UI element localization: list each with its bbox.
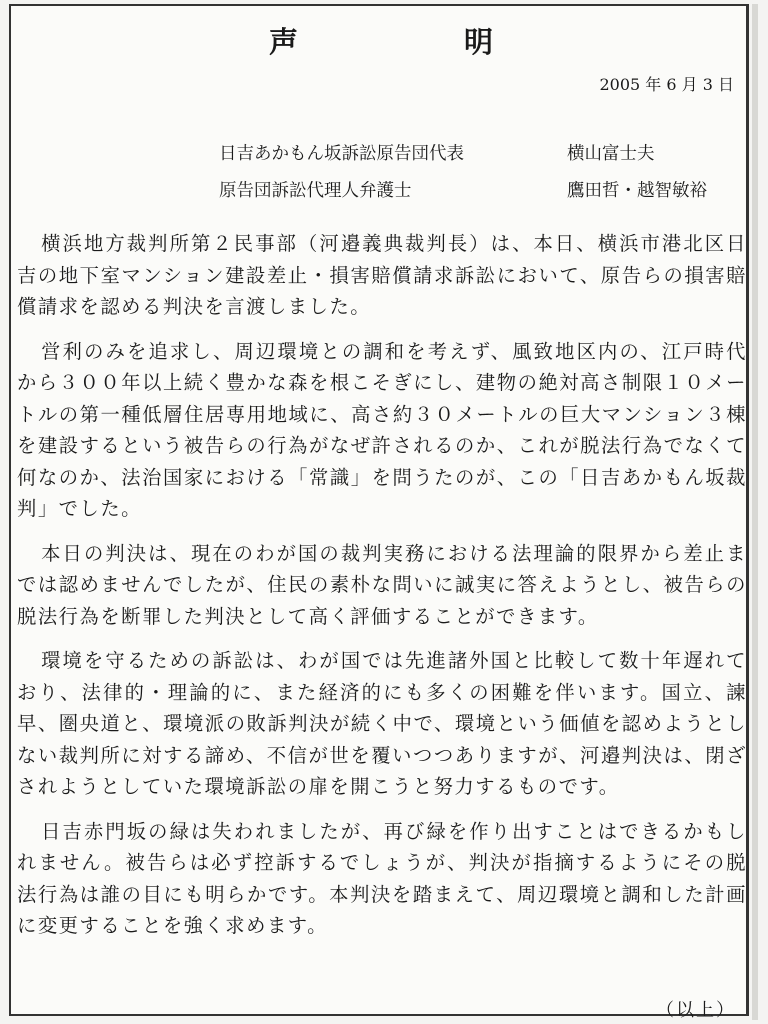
closing-mark: （以上） (656, 1000, 736, 1021)
paragraph-evaluation: 本日の判決は、現在のわが国の裁判実務における法理論的限界から差止までは認めませんでしたが、住民の素朴な問いに誠実に答えようとし、被告らの脱法行為を断罪した判決として高く評価することができます。 (17, 541, 747, 628)
signatory-plaintiff-representative (219, 140, 655, 165)
paragraph-environment-litigation: 環境を守るための訴訟は、わが国では先進諸外国と比較して数十年遅れており、法律的・理論的に、また経済的にも多くの困難を伴います。国立、諫早、圏央道と、環境派の敗訴判決が続く中で、環境という価値を認めようとしない裁判所に対する諦め、不信が世を覆いつつありますが、河邉判決は、閉ざされようとしていた環境訴訟の扉を開こうと努力するものです。 (17, 649, 747, 798)
paragraph-background: 営利のみを追求し、周辺環境との調和を考えず、風致地区内の、江戸時代から３００年以上続く豊かな森を根こそぎにし、建物の絶対高さ制限１０メートルの第一種低層住居専用地域に、高さ約３０メートルの巨大マンション３棟を建設するという被告らの行為がなぜ許されるのか、これが脱法行為でなくて何なのか、法治国家における「常識」を問うたのが、この「日吉あかもん坂裁判」でした。 (17, 339, 747, 520)
paragraph-demand: 日吉赤門坂の緑は失われましたが、再び緑を作り出すことはできるかもしれません。被告らは必ず控訴するでしょうが、判決が指摘するようにその脱法行為は誰の目にも明らかです。本判決を踏まえて、周辺環境と調和した計画に変更することを強く求めます。 (17, 819, 747, 937)
statement-body (17, 228, 747, 955)
signatory-role: 原告団訴訟代理人弁護士 (219, 181, 412, 201)
document-title: 声 明 (268, 25, 572, 59)
paragraph-ruling: 横浜地方裁判所第２民事部（河邉義典裁判長）は、本日、横浜市港北区日吉の地下室マンション建設差止・損害賠償請求訴訟において、原告らの損害賠償請求を認める判決を言渡しました。 (17, 232, 747, 318)
signatory-role: 日吉あかもん坂訴訟原告団代表 (219, 144, 464, 164)
signatory-name: 横山富士夫 (567, 144, 655, 164)
page-edge-shadow (752, 4, 758, 1020)
signatory-name: 鷹田哲・越智敏裕 (567, 181, 707, 201)
document-date: 2005 年 6 月 3 日 (599, 75, 734, 94)
signatory-attorney (219, 177, 707, 202)
document-page (9, 4, 749, 1021)
